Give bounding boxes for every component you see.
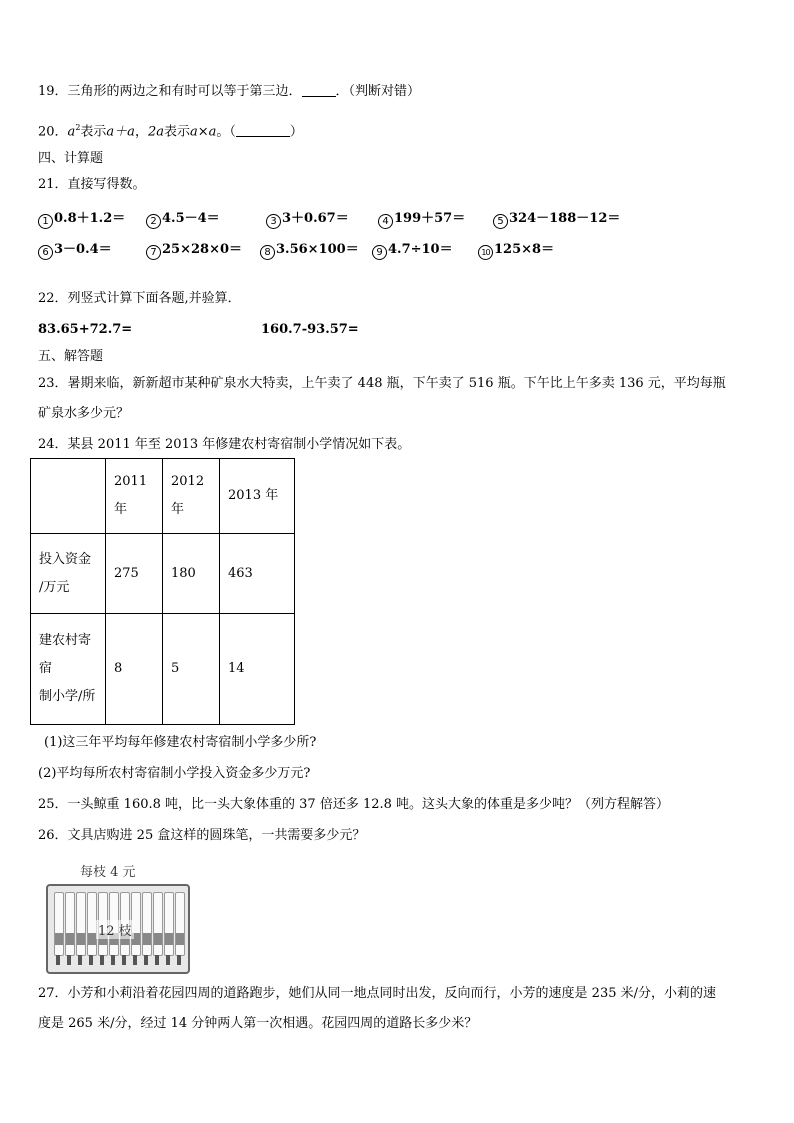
table-cell: 14 xyxy=(220,614,295,725)
calc-item-5: 5 324－188－12＝ xyxy=(493,207,620,229)
calc-item-8: 8 3.56×100＝ xyxy=(260,238,359,260)
pen-box-image xyxy=(46,884,190,974)
table-header-2013: 2013 年 xyxy=(220,459,295,534)
question-27-line2: 度是 265 米/分，经过 14 分钟两人第一次相遇。花园四周的道路长多少米？ xyxy=(38,1016,478,1031)
calc-item-10: 10 125×8＝ xyxy=(478,238,554,260)
question-22a: 83.65+72.7= xyxy=(38,322,133,337)
calc-item-3: 3 3＋0.67＝ xyxy=(266,207,349,229)
question-27-line1: 27．小芳和小莉沿着花园四周的道路跑步，她们从同一地点同时出发，反向而行，小芳的速度是 235 米/分，小莉的速 xyxy=(38,986,717,1001)
table-header-2011: 2011 年 xyxy=(106,459,163,534)
calc-item-6: 6 3－0.4＝ xyxy=(38,238,112,260)
answer-blank[interactable] xyxy=(302,82,336,97)
table-cell: 5 xyxy=(163,614,220,725)
table-corner-cell xyxy=(31,459,106,534)
pen-count-label: 12 枝 xyxy=(96,920,134,939)
question-26: 26．文具店购进 25 盒这样的圆珠笔，一共需要多少元？ xyxy=(38,828,366,843)
section-5-title: 五、解答题 xyxy=(38,349,104,364)
table-row-label-schools: 建农村寄 宿 制小学/所 xyxy=(31,614,106,725)
table-cell: 463 xyxy=(220,534,295,614)
question-23-line2: 矿泉水多少元？ xyxy=(38,406,130,421)
table-cell: 275 xyxy=(106,534,163,614)
question-22b: 160.7-93.57= xyxy=(261,322,359,337)
answer-blank[interactable] xyxy=(236,122,290,137)
question-22: 22．列竖式计算下面各题,并验算． xyxy=(38,291,241,306)
question-24-part2: (2)平均每所农村寄宿制小学投入资金多少万元? xyxy=(38,766,311,781)
question-25: 25．一头鲸重 160.8 吨，比一头大象体重的 37 倍还多 12.8 吨。这头大象的体重是多少吨？（列方程解答） xyxy=(38,797,670,812)
table-header-2012: 2012 年 xyxy=(163,459,220,534)
calc-item-7: 7 25×28×0＝ xyxy=(146,238,242,260)
question-21: 21．直接写得数。 xyxy=(38,177,146,192)
calc-item-9: 9 4.7÷10＝ xyxy=(372,238,453,260)
table-row-label-funding: 投入资金 /万元 xyxy=(31,534,106,614)
school-construction-table xyxy=(30,458,295,725)
table-cell: 180 xyxy=(163,534,220,614)
calc-item-4: 4 199＋57＝ xyxy=(378,207,465,229)
pen-price-label: 每枝 4 元 xyxy=(80,865,136,880)
section-4-title: 四、计算题 xyxy=(38,151,104,166)
question-23-line1: 23．暑期来临，新新超市某种矿泉水大特卖，上午卖了 448 瓶，下午卖了 516 瓶。下午比上午多卖 136 元，平均每瓶 xyxy=(38,376,726,391)
question-20: 20．$a^2$表示a＋a，2a表示a×a。（ ） xyxy=(38,123,303,140)
calc-item-1: 1 0.8＋1.2＝ xyxy=(38,207,125,229)
question-24-part1: (1)这三年平均每年修建农村寄宿制小学多少所? xyxy=(44,735,317,750)
question-24: 24．某县 2011 年至 2013 年修建农村寄宿制小学情况如下表。 xyxy=(38,437,411,452)
question-19: 19．三角形的两边之和有时可以等于第三边． ．（判断对错） xyxy=(38,84,421,99)
table-cell: 8 xyxy=(106,614,163,725)
calc-item-2: 2 4.5－4＝ xyxy=(146,207,220,229)
